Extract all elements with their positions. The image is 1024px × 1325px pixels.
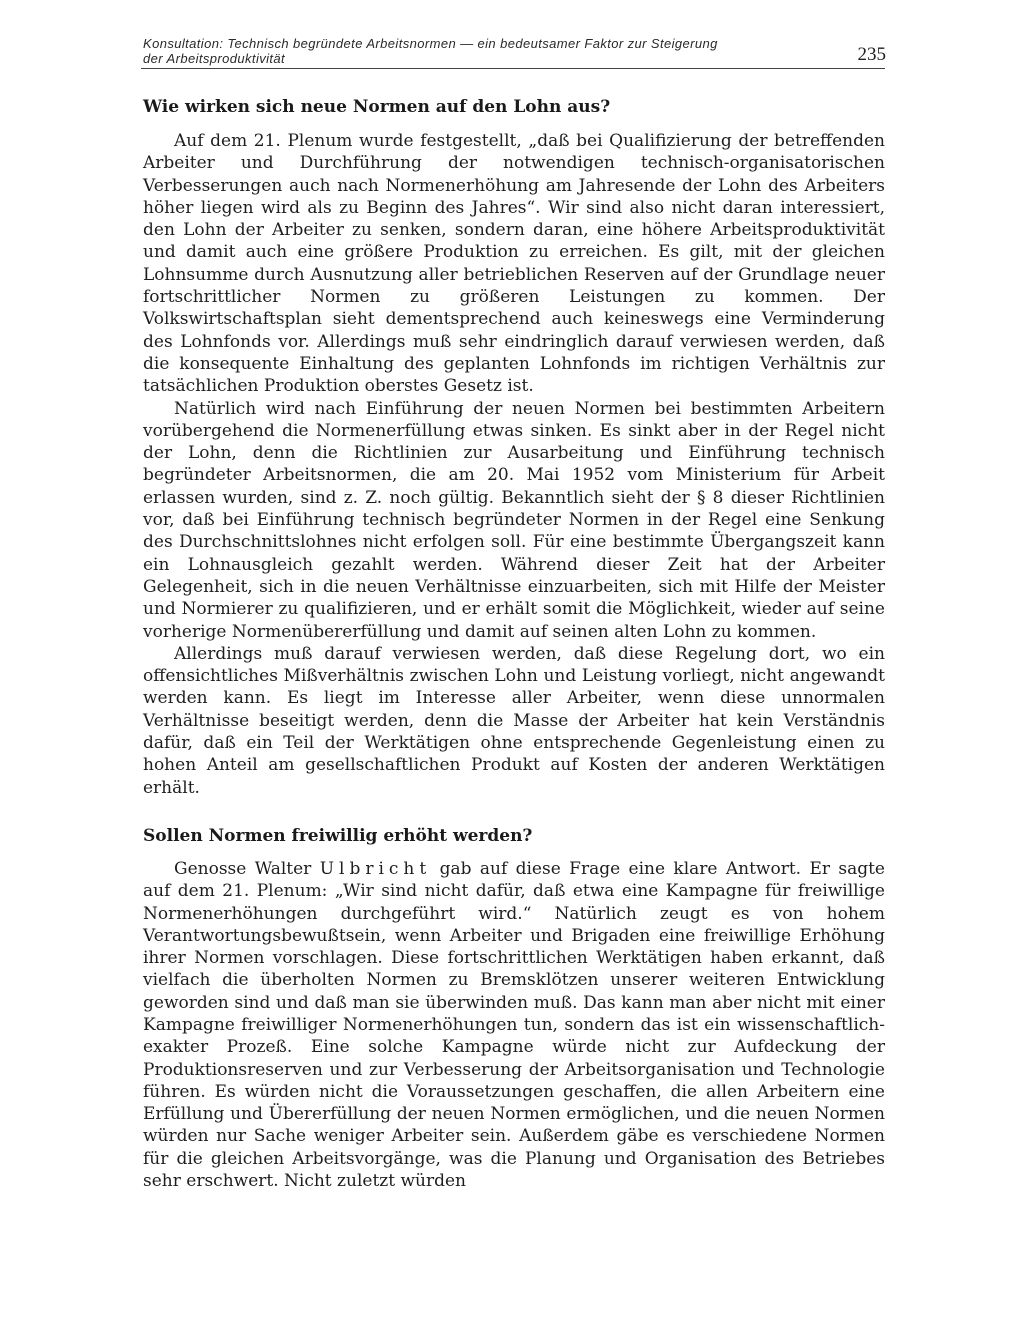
paragraph <box>143 858 885 1192</box>
emphasized-name: Ulbricht <box>319 858 432 879</box>
running-head <box>143 36 783 66</box>
header-rule <box>141 68 885 69</box>
paragraph: Allerdings muß darauf verwiesen werden, daß diese Regelung dort, wo ein offensichtliches Mißverhältnis zwischen Lohn und Leistung vorliegt, nicht angewandt werden kann. Es liegt im Interesse aller Arbeiter, wenn diese unnormalen Verhältnisse beseitigt werden, denn die Masse der Arbeiter hat kein Verständnis dafür, daß ein Teil der Werktätigen ohne entsprechende Gegenleistung einen zu hohen Anteil am gesellschaftlichen Produkt auf Kosten der anderen Werktätigen erhält. <box>143 643 885 798</box>
paragraph: Auf dem 21. Plenum wurde festgestellt, „daß bei Qualifizierung der betreffenden Arbeiter und Durchführung der notwendigen technisch-organisatorischen Verbesserungen auch nach Normenerhöhung am Jahresende der Lohn des Arbeiters höher liegen wird als zu Beginn des Jahres“. Wir sind also nicht daran interessiert, den Lohn der Arbeiter zu senken, sondern daran, eine höhere Arbeitsproduktivität und damit auch eine größere Produktion zu erreichen. Es gilt, mit der gleichen Lohnsumme durch Ausnutzung aller betrieblichen Reserven auf der Grundlage neuer fortschrittlicher Normen zu größeren Leistungen zu kommen. Der Volkswirtschaftsplan sieht dementsprechend auch keineswegs eine Verminderung des Lohnfonds vor. Allerdings muß sehr eindringlich darauf verwiesen werden, daß die konsequente Einhaltung des geplanten Lohnfonds im richtigen Verhältnis zur tatsächlichen Produktion oberstes Gesetz ist. <box>143 131 885 397</box>
main-text <box>143 96 885 1192</box>
paragraph: Natürlich wird nach Einführung der neuen Normen bei bestimmten Arbeitern vorübergehend die Normenerfüllung etwas sinken. Es sinkt aber in der Regel nicht der Lohn, denn die Richtlinien zur Ausarbeitung und Einführung technisch begründeter Arbeitsnormen, die am 20. Mai 1952 vom Ministerium für Arbeit erlassen wurden, sind z. Z. noch gültig. Bekanntlich sieht der § 8 dieser Richtlinien vor, daß bei Einführung technisch begründeter Normen in der Regel eine Senkung des Durchschnittslohnes nicht erfolgen soll. Für eine bestimmte Übergangszeit kann ein Lohnausgleich gezahlt werden. Während dieser Zeit hat der Arbeiter Gelegenheit, sich in die neuen Verhältnisse einzuarbeiten, sich mit Hilfe der Meister und Normierer zu qualifizieren, und er erhält somit die Möglichkeit, wieder auf seine vorherige Normenübererfüllung und damit auf seinen alten Lohn zu kommen. <box>143 398 885 642</box>
page-number: 235 <box>857 44 886 65</box>
running-head-line-2: der Arbeitsproduktivität <box>143 51 286 66</box>
section-heading-voluntary-norms: Sollen Normen freiwillig erhöht werden? <box>143 825 533 846</box>
running-head-line-1: Konsultation: Technisch begründete Arbeitsnormen — ein bedeutsamer Faktor zur Steigerung <box>143 36 718 51</box>
paragraph-text: gab auf diese Frage eine klare Antwort. Er sagte auf dem 21. Plenum: „Wir sind nicht dafür, daß etwa eine Kampagne für freiwillige Normenerhöhungen durchgeführt wird.“ Natürlich zeugt es von hohem Verantwortungsbewußtsein, wenn Arbeiter und Brigaden eine freiwillige Erhöhung ihrer Normen vorschlagen. Diese fortschrittlichen Werktätigen haben erkannt, daß vielfach die überholten Normen zu Bremsklötzen unserer weiteren Entwicklung geworden sind und daß man sie überwinden muß. Das kann man aber nicht mit einer Kampagne freiwilliger Normenerhöhungen tun, sondern das ist ein wissenschaftlich-exakter Prozeß. Eine solche Kampagne würde nicht zur Aufdeckung der Produktionsreserven und zur Verbesserung der Arbeitsorganisation und Technologie führen. Es würden nicht die Voraussetzungen geschaffen, die allen Arbeitern eine Erfüllung und Übererfüllung der neuen Normen ermöglichen, und die neuen Normen würden nur Sache weniger Arbeiter sein. Außerdem gäbe es verschiedene Normen für die gleichen Arbeitsvorgänge, was die Planung und Organisation des Betriebes sehr erschwert. Nicht zuletzt würden <box>143 858 885 1192</box>
paragraph-text: Genosse Walter <box>174 858 320 879</box>
section-heading-wages: Wie wirken sich neue Normen auf den Lohn aus? <box>143 97 611 117</box>
